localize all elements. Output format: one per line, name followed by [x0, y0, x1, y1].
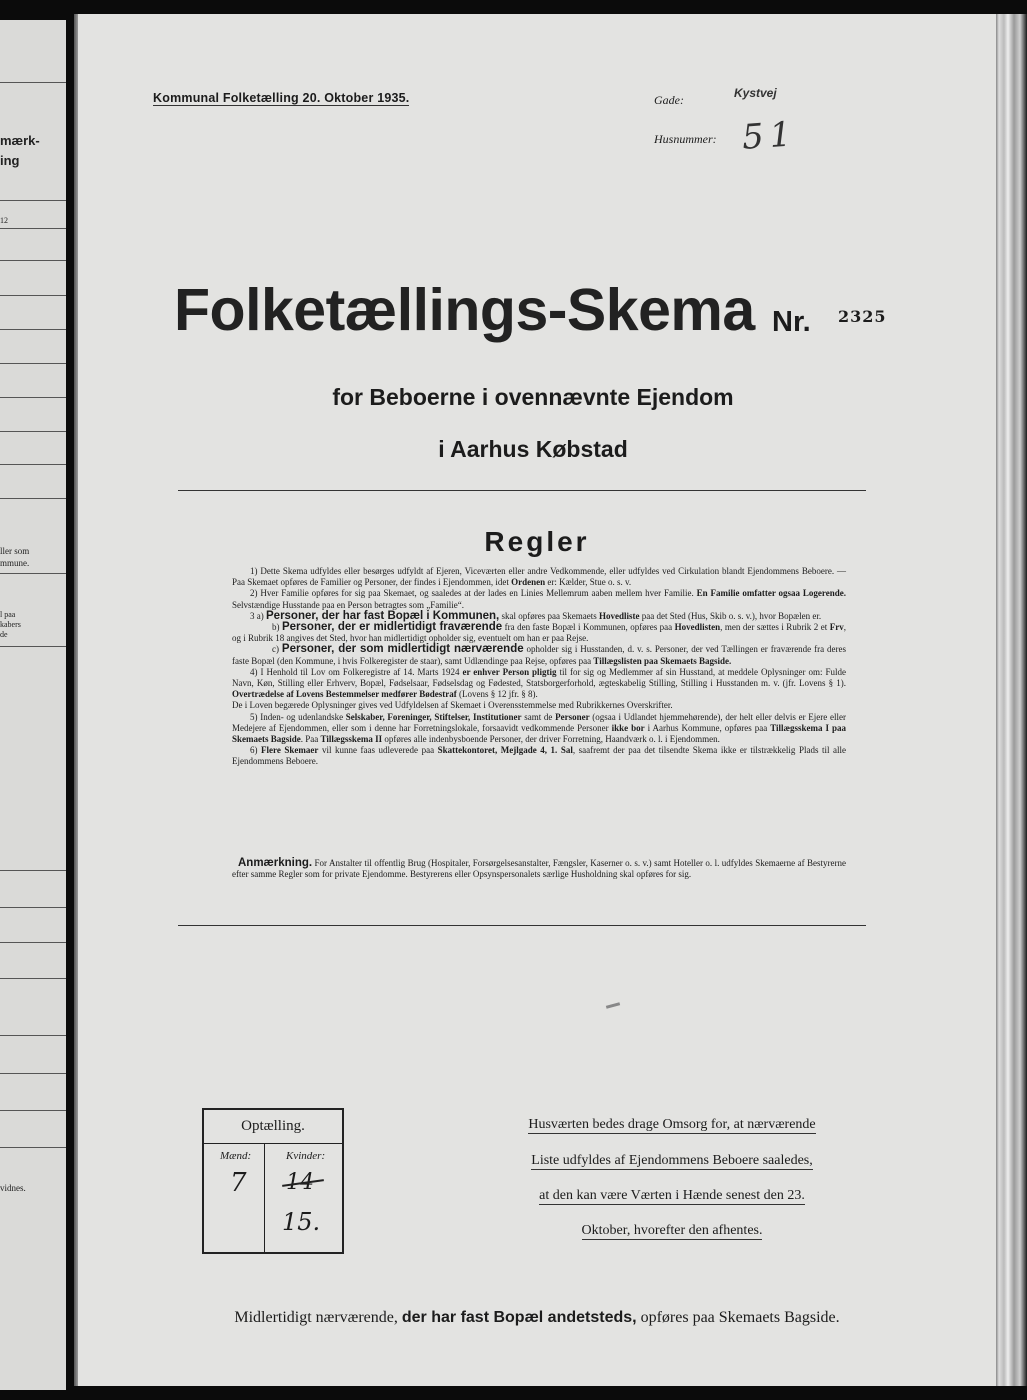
- form-subtitle-city: i Aarhus Købstad: [438, 436, 628, 462]
- rule-line: [0, 1110, 66, 1111]
- form-number-label: Nr.: [772, 306, 811, 338]
- form-title: Folketællings-Skema: [174, 277, 755, 343]
- divider: [178, 925, 866, 926]
- rule-line: [0, 978, 66, 979]
- men-count: 7: [230, 1168, 247, 1198]
- rule-line: [0, 295, 66, 296]
- rule-3a: 3 a) Personer, der har fast Bopæl i Kommunen, skal opføres paa Skemaets Hovedliste paa det Sted (Hus, Skib o. s. v.), hvor Bopælen er.: [250, 609, 822, 622]
- left-page-text: de: [0, 630, 8, 639]
- remark-text: [232, 858, 846, 880]
- remark-label: Anmærkning.: [238, 857, 313, 869]
- rule-line: [0, 573, 66, 574]
- rule-line: [0, 200, 66, 201]
- landlord-notice-line: at den kan være Værten i Hænde senest den 23.: [539, 1188, 805, 1203]
- rule-3c: c) Personer, der som midlertidigt nærværende opholder sig i Husstanden, d. v. s. Personer, der ved Tællingen er fraværende fra deres faste Bopæl (den Kommune, i hvis Folkeregister de staar), samt Udlændinge paa Rejse, opføres paa Tillægslisten paa Skemaets Bagside.: [232, 643, 846, 666]
- rule-line: [0, 363, 66, 364]
- rule-line: [0, 228, 66, 229]
- count-divider: [204, 1143, 342, 1144]
- landlord-notice-line: Husværten bedes drage Omsorg for, at nærværende: [528, 1117, 816, 1132]
- rule-1: 1) Dette Skema udfyldes eller besørges udfyldt af Ejeren, Viceværten eller andre Vedkommende, eller udfyldes ved Cirkulation blandt Ejendommens Beboere. — Paa Skemaet opføres de Familier og Personer, der findes i Ejendommen, idet Ordenen er: Kælder, Stue o. s. v.: [232, 566, 846, 588]
- landlord-notice-line: Oktober, hvorefter den afhentes.: [581, 1223, 763, 1238]
- left-page-text: 12: [0, 216, 8, 225]
- left-page-text: ller som: [0, 546, 30, 556]
- page-edges: [996, 14, 1027, 1386]
- form-subtitle: for Beboerne i ovennævnte Ejendom: [332, 384, 734, 410]
- left-page-text: mærk-: [0, 133, 40, 148]
- left-page-text: ing: [0, 153, 20, 168]
- women-count-struck: 14: [286, 1170, 314, 1195]
- rule-line: [0, 646, 66, 647]
- footer-note: Midlertidigt nærværende, der har fast Bopæl andetsteds, opføres paa Skemaets Bagside.: [234, 1309, 840, 1326]
- rule-3b: b) Personer, der er midlertidigt fraværende fra den faste Bopæl i Kommunen, opføres paa Hovedlisten, men der sættes i Rubrik 2 et Frv, og i Rubrik 18 angives det Sted, hvor han midlertidigt opholder sig, eventuelt om han er paa Rejse.: [232, 621, 846, 644]
- count-column-divider: [264, 1144, 265, 1254]
- rule-5: 5) Inden- og udenlandske Selskaber, Foreninger, Stiftelser, Institutioner samt de Personer (ogsaa i Udlandet hjemmehørende), der helt eller delvis er Ejere eller Medejere af Ejendommen, eller som i denne har Forretningslokale, forsaavidt vedkommende Personer ikke bor i Aarhus Kommune, opføres paa Tillægsskema I paa Skemaets Bagside. Paa Tillægsskema II opføres alle indenbysboende Personer, der driver Forretning, Haandværk o. l. i Ejendommen.: [232, 711, 846, 745]
- divider: [178, 490, 866, 491]
- women-count: 15.: [282, 1208, 321, 1236]
- house-number-value: 51: [740, 114, 799, 158]
- landlord-notice-line: Liste udfyldes af Ejendommens Beboere saaledes,: [531, 1153, 813, 1168]
- remark-body: For Anstalter til offentlig Brug (Hospitaler, Forsørgelsesanstalter, Fængsler, Kaserner o. s. v.) samt Hoteller o. l. udfyldes Skemaerne af Bestyrerne efter samme Regler som for private Ejendomme. Bestyrerens eller Opsynspersonalets særlige Husholdning skal opføres for sig.: [232, 858, 846, 880]
- women-label: Kvinder:: [286, 1150, 326, 1162]
- rule-line: [0, 907, 66, 908]
- census-header-line: Kommunal Folketælling 20. Oktober 1935.: [153, 91, 410, 105]
- rules-heading: Regler: [484, 526, 590, 557]
- rule-line: [0, 498, 66, 499]
- rule-line: [0, 870, 66, 871]
- rule-line: [0, 82, 66, 83]
- rule-line: [0, 260, 66, 261]
- rule-line: [0, 1073, 66, 1074]
- ink-smudge: [606, 1002, 620, 1009]
- street-value: Kystvej: [734, 86, 777, 100]
- rule-2: 2) Hver Familie opføres for sig paa Skemaet, og saaledes at der lades en Linies Mellemrum aaben mellem hver Familie. En Familie omfatter ogsaa Logerende. Selvstændige Husstande paa en Person betragtes som „Familie“.: [232, 588, 846, 610]
- rule-line: [0, 942, 66, 943]
- rule-line: [0, 1147, 66, 1148]
- count-box: [202, 1108, 344, 1254]
- census-form-page: [78, 14, 996, 1386]
- rule-line: [0, 329, 66, 330]
- rules-text: [232, 566, 846, 768]
- rule-4: 4) I Henhold til Lov om Folkeregistre af 14. Marts 1924 er enhver Person pligtig til for sig og Medlemmer af sin Husstand, at meddele Oplysninger om: Fulde Navn, Køn, Stilling eller Erhverv, Bopæl, Fødselsaar, Fødselsdag og Fødested, Statsborgerforhold, ægteskabelig Stilling, Stilling i Husstanden m. v. (jfr. Lovens § 1). Overtrædelse af Lovens Bestemmelser medfører Bødestraf (Lovens § 12 jfr. § 8).: [232, 666, 846, 700]
- form-number-value: 2325: [838, 307, 887, 326]
- street-label: Gade:: [654, 93, 684, 107]
- left-facing-page: [0, 20, 66, 1390]
- left-page-text: l paa: [0, 610, 16, 619]
- left-page-text: kabers: [0, 620, 21, 629]
- house-number-label: Husnummer:: [654, 132, 717, 146]
- rule-line: [0, 431, 66, 432]
- men-label: Mænd:: [220, 1150, 252, 1162]
- rule-line: [0, 397, 66, 398]
- rule-line: [0, 1035, 66, 1036]
- left-page-text: mmune.: [0, 558, 30, 568]
- left-page-text: vidnes.: [0, 1183, 26, 1193]
- rule-6: 6) Flere Skemaer vil kunne faas udleverede paa Skattekontoret, Mejlgade 4, 1. Sal, saafremt der paa det tilsendte Skema ikke er tilstrækkelig Plads til alle Ejendommens Beboere.: [232, 745, 847, 767]
- count-title: Optælling.: [241, 1118, 305, 1134]
- rule-line: [0, 464, 66, 465]
- rule-4-extra: De i Loven begærede Oplysninger gives ved Udfyldelsen af Skemaet i Overensstemmelse med Rubrikkernes Overskrifter.: [232, 700, 673, 711]
